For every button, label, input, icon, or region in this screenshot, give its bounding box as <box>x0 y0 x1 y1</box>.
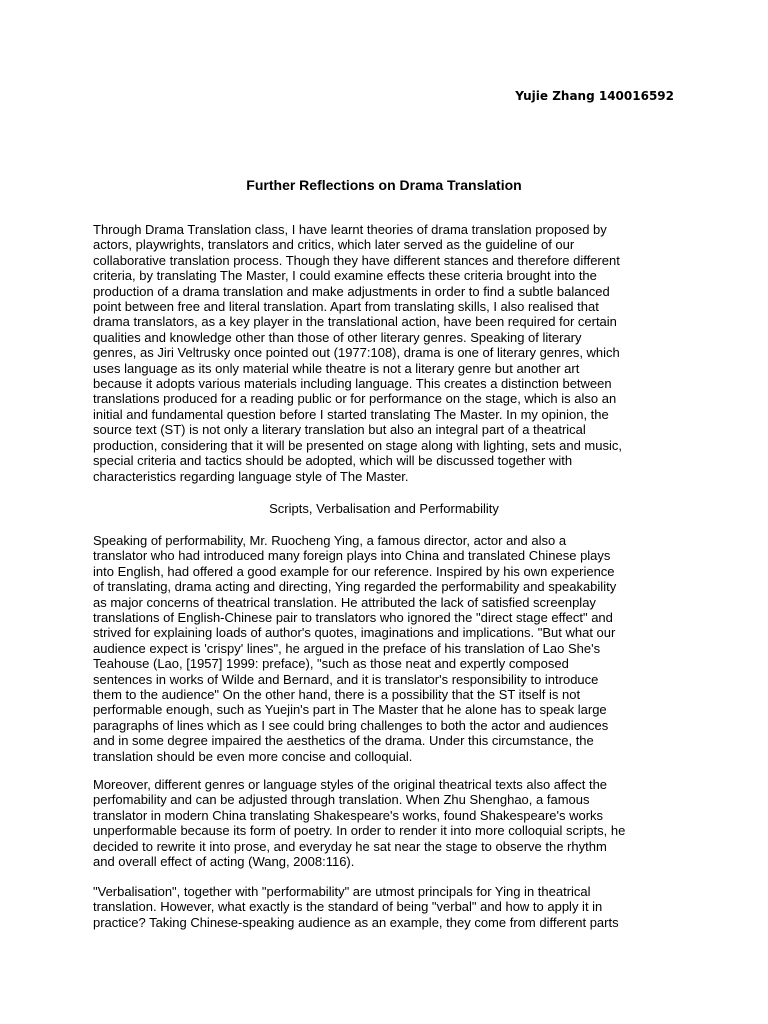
text-line: translator in modern China translating Shakespeare's works, found Shakespeare's works <box>93 807 604 823</box>
text-line: strived for explaining loads of author's quotes, imaginations and implications. "But what our <box>93 625 616 641</box>
section-subheading: Scripts, Verbalisation and Performability <box>269 501 499 516</box>
text-line: drama translators, as a key player in the translational action, have been required for certain <box>93 314 617 330</box>
text-line: translations produced for a reading public or for performance on the stage, which is also an <box>93 391 617 407</box>
text-line: translation should be even more concise and colloquial. <box>93 748 413 764</box>
text-line: because it adopts various materials including language. This creates a distinction between <box>93 376 612 392</box>
text-line: qualities and knowledge other than those of other literary genres. Speaking of literary <box>93 329 582 345</box>
text-line: performable enough, such as Yuejin's part in The Master that he alone has to speak large <box>93 702 607 718</box>
text-line: special criteria and tactics should be adopted, which will be discussed together with <box>93 453 573 469</box>
text-line: translation. However, what exactly is the standard of being "verbal" and how to apply it in <box>93 899 603 915</box>
text-line: Through Drama Translation class, I have learnt theories of drama translation proposed by <box>93 222 607 237</box>
text-line: uses language as its only material while theatre is not a literary genre but another art <box>93 360 580 376</box>
paragraph-verbalisation <box>93 884 683 930</box>
text-line: unperformable because its form of poetry. In order to render it into more colloquial scripts, he <box>93 823 626 839</box>
text-line: and in some degree impaired the aesthetics of the drama. Under this circumstance, the <box>93 733 594 749</box>
text-line: and overall effect of acting (Wang, 2008:116). <box>93 854 355 870</box>
text-line: initial and fundamental question before I started translating The Master. In my opinion, the <box>93 406 609 422</box>
text-line: sentences in works of Wilde and Bernard, and it is translator's responsibility to introduce <box>93 671 599 687</box>
text-line: actors, playwrights, translators and critics, which later served as the guideline of our <box>93 237 575 253</box>
text-line: as major concerns of theatrical translation. He attributed the lack of satisfied screenplay <box>93 594 596 610</box>
text-line: characteristics regarding language style of The Master. <box>93 468 409 484</box>
paragraph-intro <box>93 222 683 484</box>
text-line: collaborative translation process. Though they have different stances and therefore different <box>93 252 620 268</box>
text-line: into English, had offered a good example for our reference. Inspired by his own experience <box>93 563 615 579</box>
text-line: Teahouse (Lao, [1957] 1999: preface), "such as those neat and expertly composed <box>93 656 569 672</box>
text-line: them to the audience" On the other hand, there is a possibility that the ST itself is not <box>93 687 581 703</box>
text-line: criteria, by translating The Master, I could examine effects these criteria brought into the <box>93 268 597 284</box>
paragraph-genres <box>93 777 683 869</box>
text-line: "Verbalisation", together with "performability" are utmost principals for Ying in theatrical <box>93 884 591 899</box>
text-line: translator who had introduced many foreign plays into China and translated Chinese plays <box>93 548 611 564</box>
text-line: audience expect is 'crispy' lines", he argued in the preface of his translation of Lao She's <box>93 640 601 656</box>
text-line: production of a drama translation and make adjustments in order to find a subtle balanced <box>93 283 610 299</box>
text-line: of translating, drama acting and directing, Ying regarded the performability and speakability <box>93 579 617 595</box>
text-line: decided to rewrite it into prose, and everyday he sat near the stage to observe the rhythm <box>93 838 607 854</box>
text-line: Moreover, different genres or language styles of the original theatrical texts also affect the <box>93 777 608 792</box>
text-line: point between free and literal translation. Apart from translating skills, I also realised that <box>93 299 599 315</box>
text-line: Speaking of performability, Mr. Ruocheng Ying, a famous director, actor and also a <box>93 533 567 548</box>
document-title: Further Reflections on Drama Translation <box>246 177 522 193</box>
text-line: genres, as Jiri Veltrusky once pointed out (1977:108), drama is one of literary genres, which <box>93 345 620 361</box>
paragraph-performability <box>93 533 683 764</box>
text-line: source text (ST) is not only a literary translation but also an integral part of a theatrical <box>93 422 586 438</box>
text-line: paragraphs of lines which as I see could bring challenges to both the actor and audiences <box>93 717 609 733</box>
text-line: practice? Taking Chinese-speaking audience as an example, they come from different parts <box>93 914 619 930</box>
text-line: translations of English-Chinese pair to translators who ignored the "direct stage effect" and <box>93 610 613 626</box>
text-line: perfomability and can be adjusted through translation. When Zhu Shenghao, a famous <box>93 792 590 808</box>
author-line: Yujie Zhang 140016592 <box>515 89 674 103</box>
text-line: production, considering that it will be presented on stage along with lighting, sets and music, <box>93 437 622 453</box>
